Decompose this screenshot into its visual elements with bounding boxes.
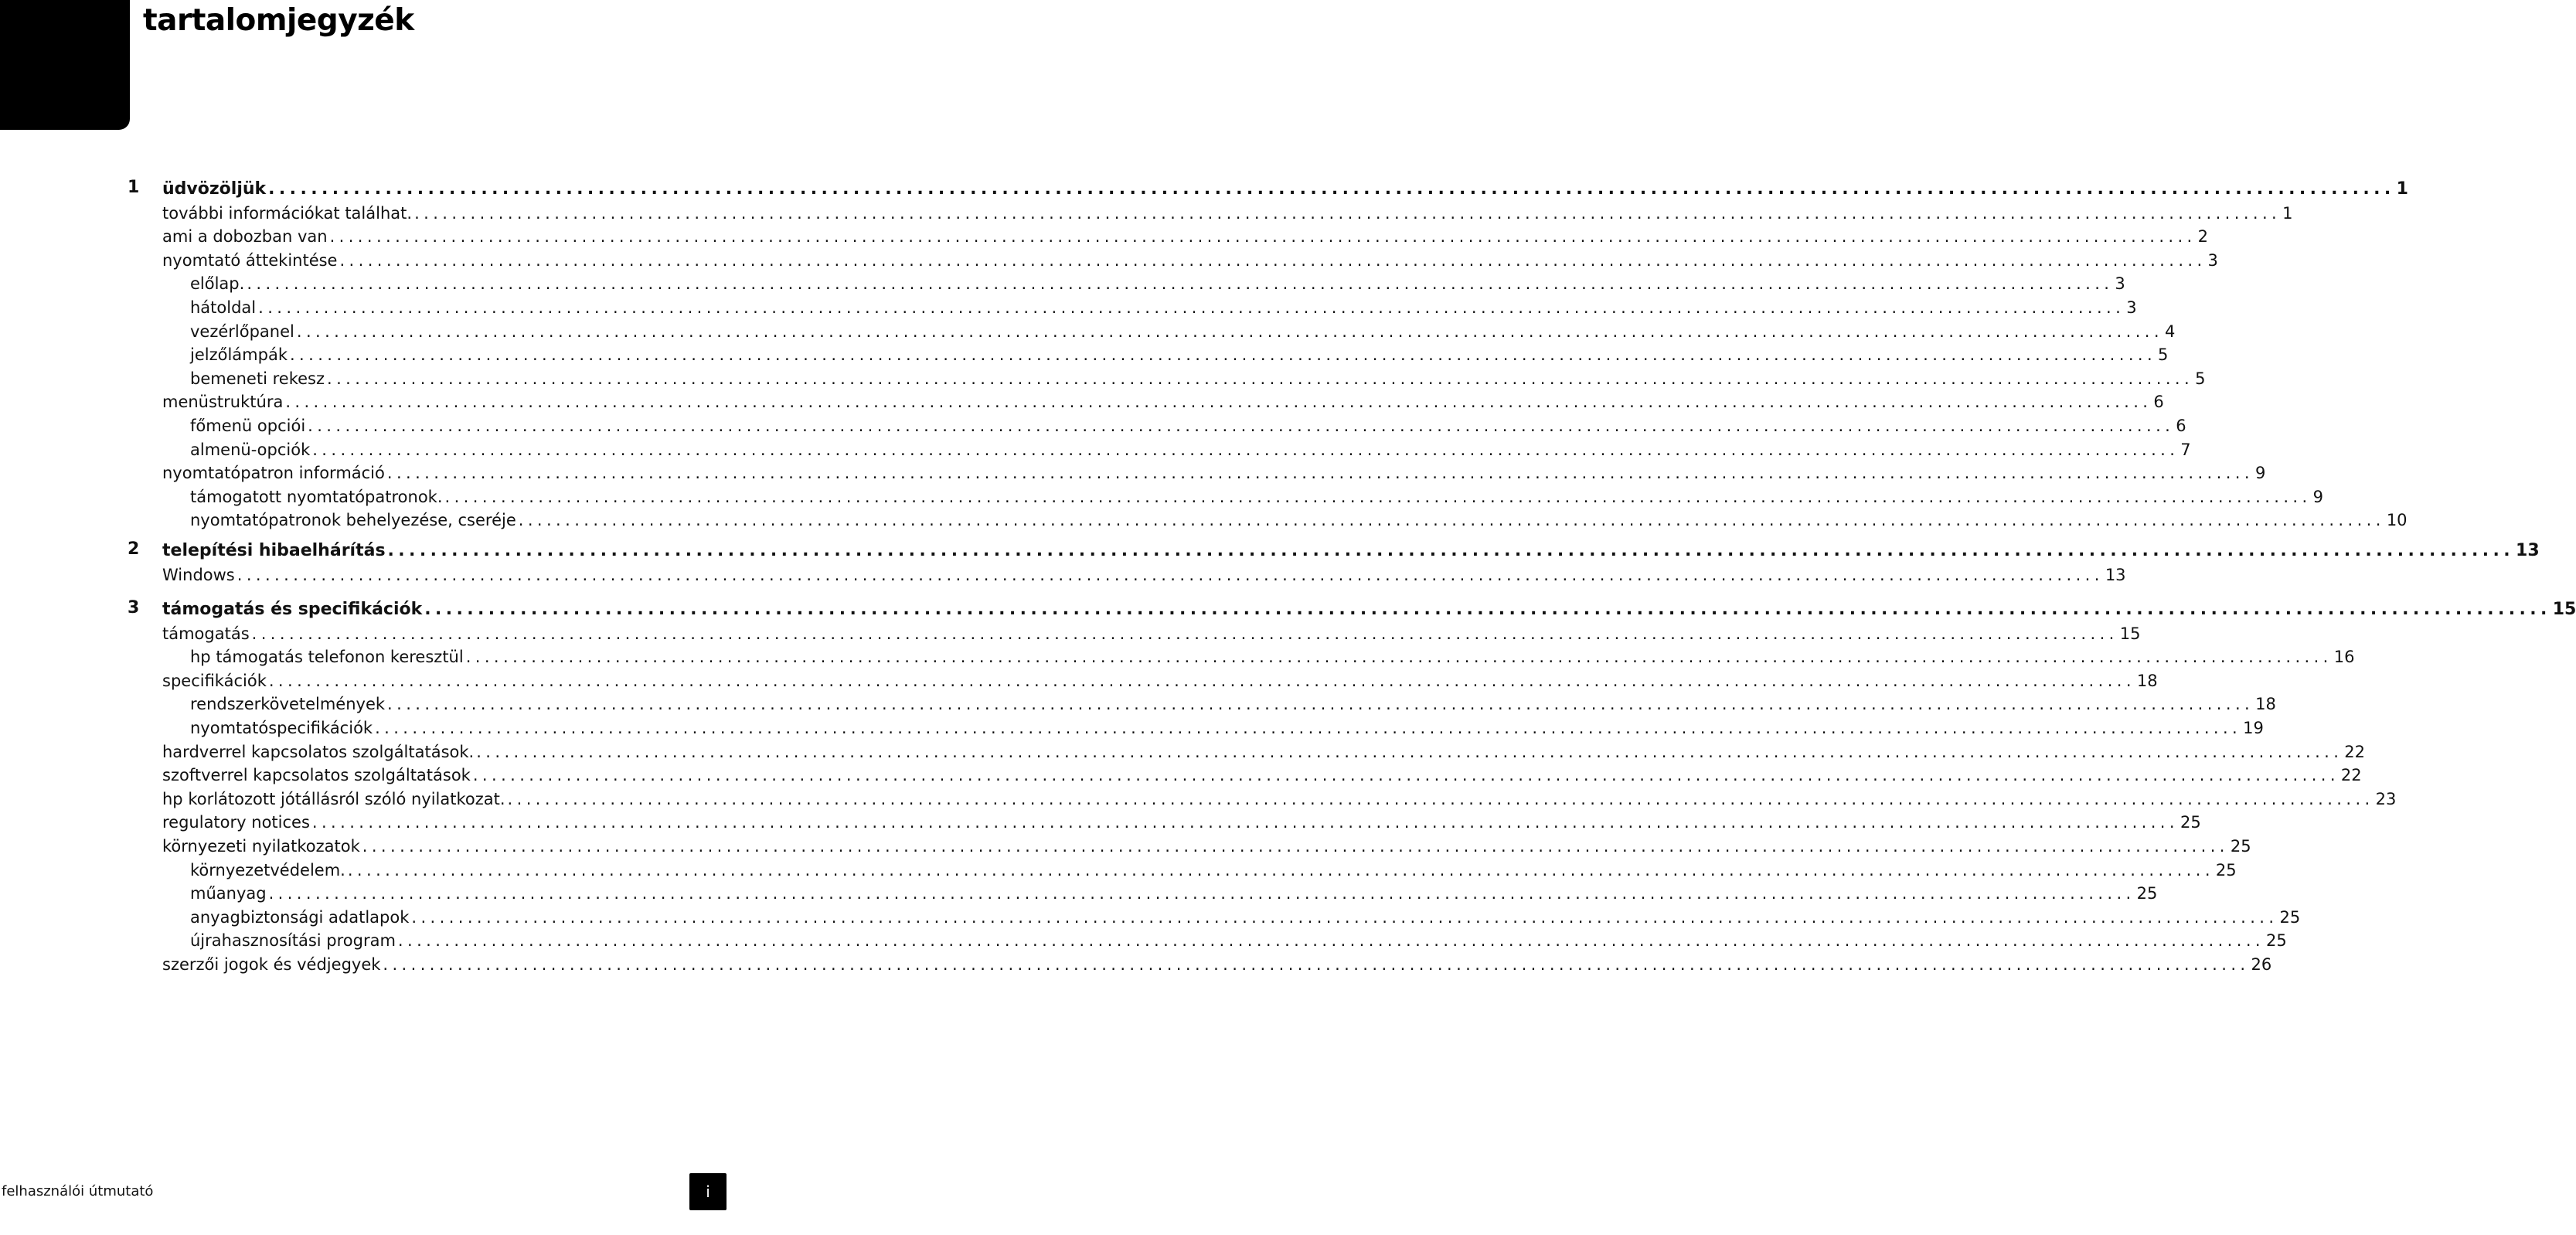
toc-entry[interactable] [162,736,2366,762]
toc-entry-label: előlap. [190,274,245,294]
toc-entry[interactable] [162,618,2141,644]
toc-entry[interactable] [190,267,2125,294]
toc-entry[interactable] [162,948,2272,975]
toc-dot-leader: ........................................................................................................................................................................................................ [383,955,2250,974]
toc-entry[interactable] [162,457,2266,483]
toc-entry[interactable] [190,924,2287,951]
chapter-corner-tab [0,0,130,130]
chapter-number: 1 [128,178,140,197]
toc-entry-label: újrahasznosítási program [190,931,396,951]
toc-entry-page: 3 [2126,298,2137,317]
toc-entry-page: 4 [2164,322,2176,341]
toc-entry[interactable] [162,197,2293,223]
toc-dot-leader: ........................................................................................................................................................................................................ [472,766,2339,785]
toc-entry[interactable] [190,877,2158,903]
toc-entry[interactable] [190,362,2206,389]
toc-dot-leader: ........................................................................................................................................................................................................ [247,274,2114,294]
toc-entry-page: 1 [2396,179,2408,199]
toc-chapter-entry[interactable] [162,173,2408,199]
toc-entry[interactable] [190,315,2176,342]
toc-entry-page: 25 [2230,837,2251,856]
toc-dot-leader: ........................................................................................................................................................................................................ [289,345,2157,365]
toc-dot-leader: ........................................................................................................................................................................................................ [327,369,2194,388]
toc-dot-leader: ........................................................................................................................................................................................................ [476,742,2343,761]
toc-entry[interactable] [190,291,2137,318]
toc-entry-page: 25 [2136,884,2158,903]
toc-entry-label: specifikációk [162,671,267,690]
toc-dot-leader: ........................................................................................................................................................................................................ [397,931,2265,951]
toc-dot-leader: ........................................................................................................................................................................................................ [329,227,2197,247]
toc-entry-label: ami a dobozban van [162,227,328,247]
toc-dot-leader: ........................................................................................................................................................................................................ [444,487,2312,506]
toc-entry-page: 5 [2158,345,2169,365]
chapter-number: 2 [128,539,140,559]
toc-entry[interactable] [162,759,2362,785]
toc-entry-page: 3 [2115,274,2125,294]
page-title: tartalomjegyzék [143,3,414,38]
toc-entry-label: Windows [162,565,235,584]
toc-entry-page: 19 [2243,719,2264,737]
toc-dot-leader: ........................................................................................................................................................................................................ [347,860,2214,879]
toc-dot-leader: ........................................................................................................................................................................................................ [339,250,2207,270]
toc-entry-label: rendszerkövetelmények [190,695,386,714]
toc-dot-leader: ........................................................................................................................................................................................................ [268,884,2135,903]
toc-dot-leader: ........................................................................................................................................................................................................ [507,789,2374,808]
toc-entry-page: 13 [2105,565,2126,584]
toc-dot-leader: ........................................................................................................................................................................................................ [375,719,2242,737]
toc-entry-page: 10 [2386,511,2408,530]
toc-entry-label: támogatás [162,624,250,643]
toc-entry-page: 6 [2153,393,2164,412]
toc-dot-leader: ........................................................................................................................................................................................................ [308,417,2175,435]
toc-entry-label: anyagbiztonsági adatlapok [190,907,410,927]
toc-entry-label: további információkat találhat. [162,203,413,223]
toc-entry-page: 7 [2180,440,2191,459]
toc-entry-label: nyomtató áttekintése [162,250,338,270]
toc-entry[interactable] [190,410,2186,436]
toc-dot-leader: ........................................................................................................................................................................................................ [387,695,2254,714]
toc-entry-page: 26 [2251,955,2272,974]
toc-entry-page: 25 [2215,860,2237,879]
toc-entry[interactable] [190,434,2191,460]
toc-dot-leader: ........................................................................................................................................................................................................ [362,837,2229,856]
toc-entry-label: jelzőlámpák [190,345,288,365]
toc-entry-page: 18 [2255,695,2276,714]
toc-dot-leader: ........................................................................................................................................................................................................ [251,624,2118,643]
toc-entry-label: hp támogatás telefonon keresztül [190,648,464,667]
toc-dot-leader: ........................................................................................................................................................................................................ [387,541,2515,560]
toc-entry-label: nyomtatópatron információ [162,464,385,483]
toc-entry-page: 13 [2516,541,2540,560]
toc-entry[interactable] [190,688,2276,714]
toc-entry-page: 25 [2279,907,2301,927]
toc-dot-leader: ........................................................................................................................................................................................................ [296,322,2163,341]
toc-entry[interactable] [162,830,2251,856]
toc-dot-leader: ........................................................................................................................................................................................................ [312,440,2180,459]
toc-dot-leader: ........................................................................................................................................................................................................ [268,671,2135,690]
toc-entry[interactable] [162,244,2218,270]
toc-chapter-entry[interactable] [162,535,2540,561]
toc-dot-leader: ........................................................................................................................................................................................................ [465,648,2333,667]
toc-entry-page: 25 [2180,813,2201,832]
toc-dot-leader: ........................................................................................................................................................................................................ [258,298,2125,317]
toc-entry-label: telepítési hibaelhárítás [162,541,386,560]
toc-dot-leader: ........................................................................................................................................................................................................ [268,179,2395,199]
toc-entry-label: bemeneti rekesz [190,369,325,388]
toc-entry[interactable] [190,641,2355,667]
toc-entry-label: menüstruktúra [162,393,284,412]
toc-entry-label: hardverrel kapcsolatos szolgáltatások. [162,742,475,761]
toc-entry-page: 15 [2552,600,2576,619]
toc-entry-page: 1 [2282,203,2293,223]
toc-entry[interactable] [190,504,2408,530]
toc-entry-page: 6 [2176,417,2186,435]
toc-dot-leader: ........................................................................................................................................................................................................ [414,203,2282,223]
toc-entry-label: nyomtatópatronok behelyezése, cseréje [190,511,516,530]
toc-dot-leader: ........................................................................................................................................................................................................ [411,907,2278,927]
toc-entry[interactable] [190,481,2323,507]
toc-entry-label: környezeti nyilatkozatok [162,837,360,856]
toc-dot-leader: ........................................................................................................................................................................................................ [518,511,2385,530]
toc-entry-page: 15 [2119,624,2141,643]
toc-dot-leader: ........................................................................................................................................................................................................ [424,600,2551,619]
toc-entry[interactable] [162,559,2126,585]
toc-entry[interactable] [162,806,2201,832]
toc-entry-label: almenü-opciók [190,440,311,459]
toc-entry-page: 16 [2333,648,2355,667]
toc-entry-page: 25 [2265,931,2287,951]
toc-entry-label: szoftverrel kapcsolatos szolgáltatások [162,766,471,785]
toc-entry-page: 5 [2195,369,2206,388]
toc-entry-label: hátoldal [190,298,257,317]
toc-entry-label: üdvözöljük [162,179,267,199]
toc-entry[interactable] [162,783,2397,809]
toc-entry-label: műanyag [190,884,267,903]
toc-entry-label: szerzői jogok és védjegyek [162,955,381,974]
toc-entry-label: nyomtatóspecifikációk [190,719,373,737]
toc-chapter-entry[interactable] [162,594,2576,620]
toc-entry[interactable] [162,220,2208,247]
toc-entry-page: 22 [2340,766,2362,785]
toc-entry-label: környezetvédelem. [190,860,345,879]
toc-entry-page: 3 [2207,250,2218,270]
toc-dot-leader: ........................................................................................................................................................................................................ [285,393,2152,412]
chapter-number: 3 [128,598,140,618]
toc-entry[interactable] [190,712,2264,738]
toc-dot-leader: ........................................................................................................................................................................................................ [237,565,2104,584]
footer-label: felhasználói útmutató [2,1183,154,1199]
footer-page-number: i [689,1173,727,1210]
toc-entry-label: hp korlátozott jótállásról szóló nyilatkozat. [162,789,505,808]
toc-dot-leader: ........................................................................................................................................................................................................ [386,464,2254,483]
toc-entry-label: vezérlőpanel [190,322,294,341]
toc-entry-label: regulatory notices [162,813,310,832]
toc-dot-leader: ........................................................................................................................................................................................................ [311,813,2179,832]
toc-entry[interactable] [190,901,2301,927]
toc-entry[interactable] [162,386,2164,412]
toc-entry[interactable] [162,665,2158,691]
toc-entry-page: 23 [2375,789,2397,808]
toc-entry-label: főmenü opciói [190,417,306,435]
toc-entry-label: támogatott nyomtatópatronok. [190,487,443,506]
toc-entry-label: támogatás és specifikációk [162,600,423,619]
toc-entry-page: 9 [2312,487,2323,506]
toc-entry-page: 2 [2197,227,2208,247]
toc-entry[interactable] [190,339,2169,365]
toc-entry-page: 9 [2254,464,2266,483]
toc-entry-page: 18 [2136,671,2158,690]
toc-entry-page: 22 [2344,742,2366,761]
toc-entry[interactable] [190,854,2237,880]
